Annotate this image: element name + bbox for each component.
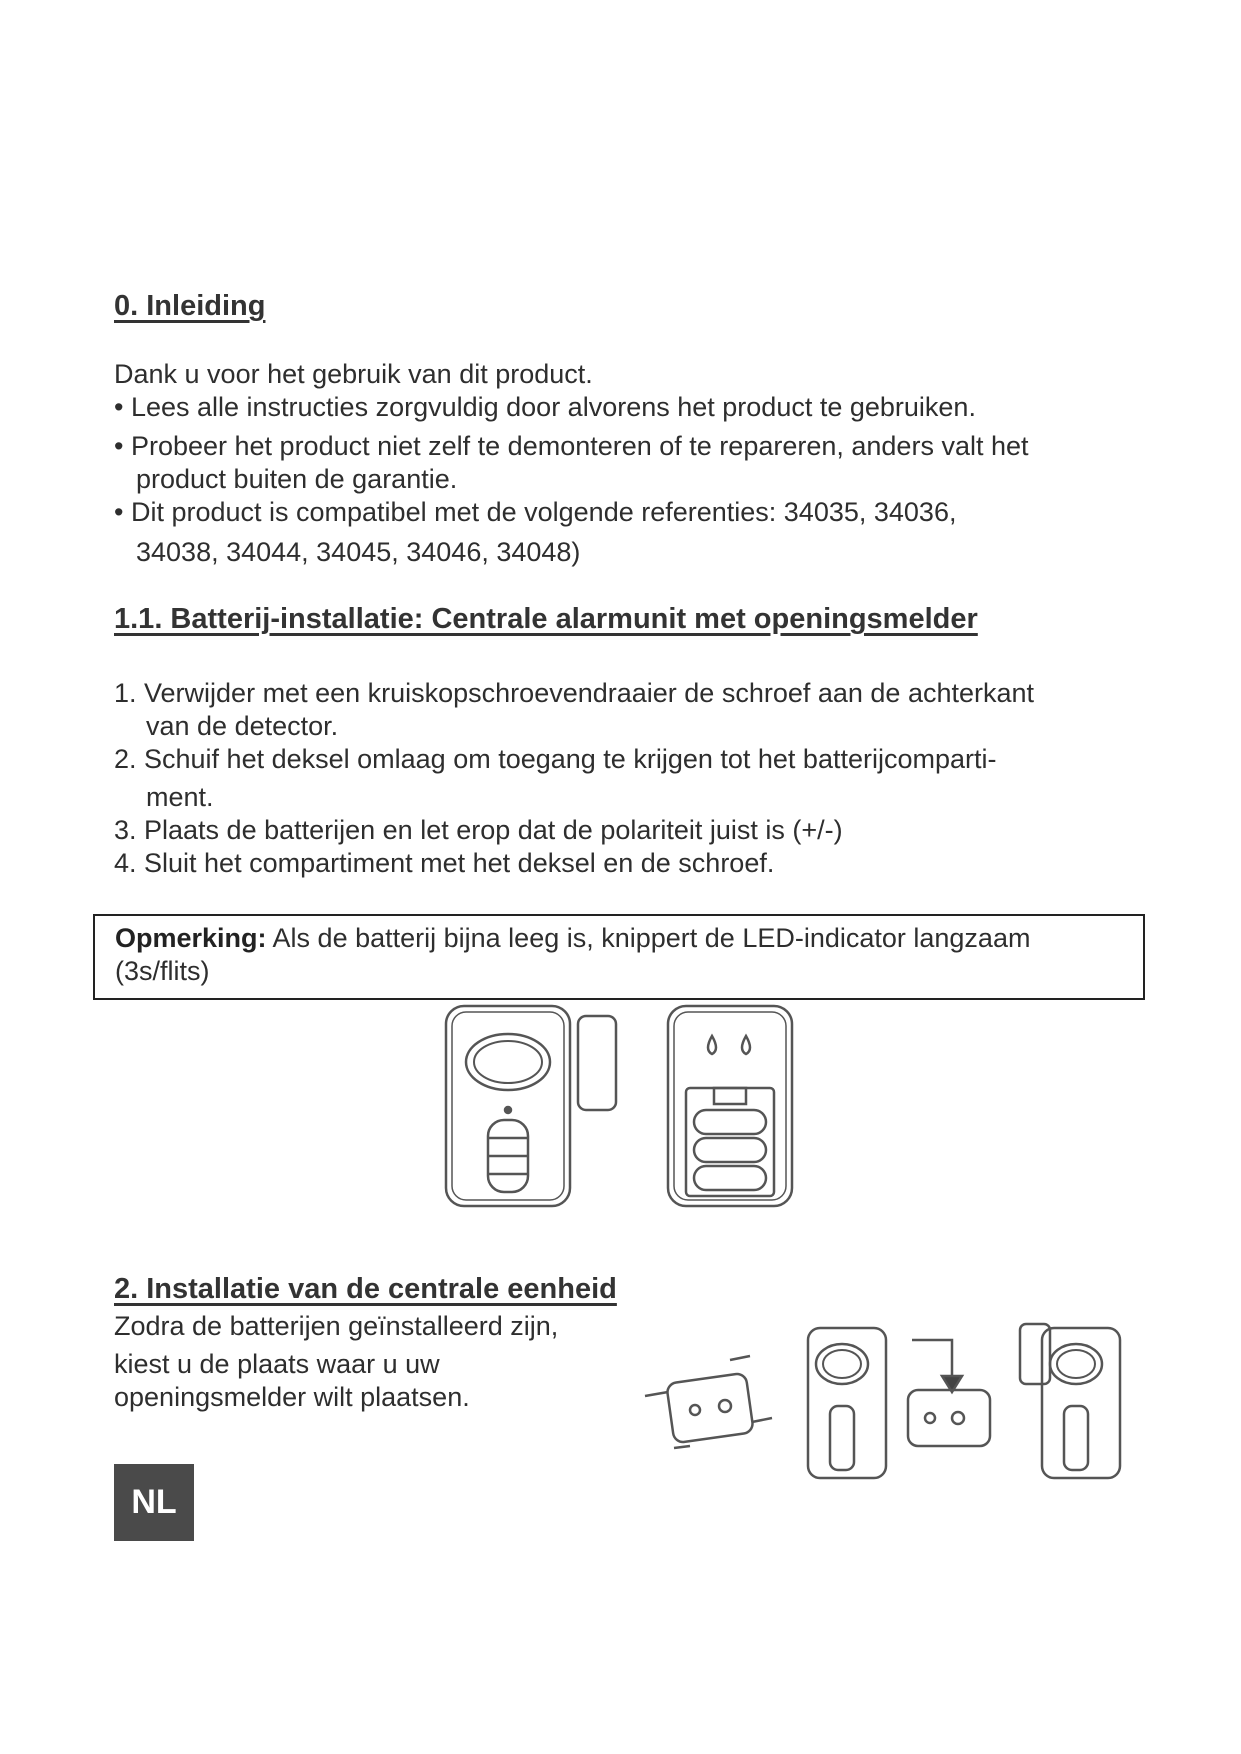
note-label: Opmerking:	[115, 923, 267, 953]
intro-text: Dank u voor het gebruik van dit product.	[114, 359, 593, 389]
bullet-3: • Dit product is compatibel met de volgende referenties: 34035, 34036,	[114, 497, 957, 527]
section-2-line-2: kiest u de plaats waar u uw	[114, 1349, 440, 1379]
section-2-line-3: openingsmelder wilt plaatsen.	[114, 1382, 470, 1412]
section-0-title: 0. Inleiding	[114, 290, 266, 322]
section-1-1-title: 1.1. Batterij-installatie: Centrale alarmunit met openingsmelder	[114, 603, 978, 635]
bullet-2: • Probeer het product niet zelf te demonteren of te repareren, anders valt het	[114, 431, 1029, 461]
mounting-plate	[666, 1373, 754, 1444]
detector-illustration	[440, 1000, 810, 1215]
bullet-1: • Lees alle instructies zorgvuldig door alvorens het product te gebruiken.	[114, 392, 976, 422]
step-1: 1. Verwijder met een kruiskopschroevendraaier de schroef aan de achterkant	[114, 678, 1035, 708]
section-2-title: 2. Installatie van de centrale eenheid	[114, 1273, 617, 1305]
note-line-2: (3s/flits)	[115, 956, 210, 986]
magnet-part	[578, 1016, 616, 1110]
note-box	[93, 914, 1145, 1000]
step-2: 2. Schuif het deksel omlaag om toegang te krijgen tot het batterijcomparti-	[114, 744, 997, 774]
bullet-2-cont: product buiten de garantie.	[136, 464, 458, 494]
step-1-cont: van de detector.	[146, 711, 339, 741]
step-2-cont: ment.	[146, 782, 214, 812]
language-badge: NL	[114, 1464, 194, 1541]
step-3: 3. Plaats de batterijen en let erop dat de polariteit juist is (+/-)	[114, 815, 843, 845]
step-4: 4. Sluit het compartiment met het deksel en de schroef.	[114, 848, 775, 878]
section-2-line-1: Zodra de batterijen geïnstalleerd zijn,	[114, 1311, 559, 1341]
arrow-down-icon	[912, 1340, 952, 1380]
note-text: Als de batterij bijna leeg is, knippert de LED-indicator langzaam	[266, 923, 1031, 953]
note-line-1	[115, 922, 1123, 955]
bullet-3-cont: 34038, 34044, 34045, 34046, 34048)	[136, 537, 581, 567]
installation-illustration	[640, 1320, 1150, 1490]
